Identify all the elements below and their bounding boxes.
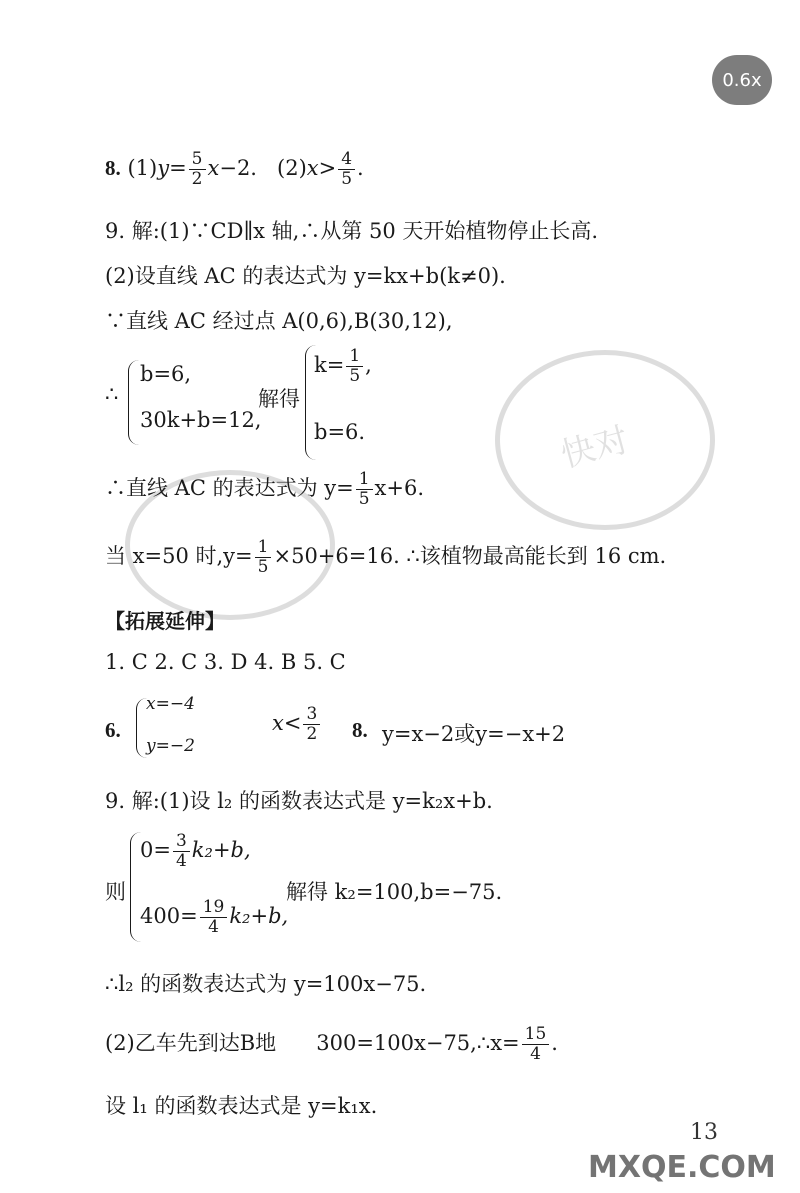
q8-part2-label: (2) (277, 156, 307, 180)
q9-therefore: ∴ (105, 382, 119, 406)
q8-part1-label: (1) (127, 156, 158, 180)
mc-answers: 1. C 2. C 3. D 4. B 5. C (105, 650, 346, 674)
q8-minus: −2. (219, 156, 257, 180)
q8-eq: = (169, 156, 187, 180)
q9-brace-a (128, 360, 139, 445)
q8-gt: > (318, 156, 337, 180)
q6-s1: x=−4 (146, 694, 195, 714)
q9-line2: (2)设直线 AC 的表达式为 y=kx+b(k≠0). (105, 264, 506, 288)
q9b-line4: (2)乙车先到达B地 300=100x−75,∴x= $\frac{15}{4}$ . (105, 1024, 558, 1064)
q6-number: 6. (105, 718, 121, 742)
q9-sys-b2: b=6. (314, 420, 366, 444)
page-number: 13 (690, 1120, 718, 1145)
q9-line6: 当 x=50 时,y= $\frac{1}{5}$ ×50+6=16. ∴该植物最高能长到 16 cm. (105, 537, 667, 577)
q8-frac2: $\frac{4}{5}$ (338, 150, 355, 189)
q8-y: y (157, 156, 170, 180)
q6-s2: y=−2 (146, 736, 195, 756)
q9-line3: ∵直线 AC 经过点 A(0,6),B(30,12), (105, 309, 453, 333)
q9b-line5: 设 l₁ 的函数表达式是 y=k₁x. (105, 1094, 378, 1118)
playback-speed-badge[interactable]: 0.6x (712, 55, 772, 105)
q9b-line1: 9. 解:(1)设 l₂ 的函数表达式是 y=k₂x+b. (105, 789, 493, 813)
stamp-right-text: 快对 (556, 419, 633, 476)
q9-sys-a1: b=6, (140, 362, 192, 386)
section-heading: 【拓展延伸】 (105, 609, 225, 633)
q8-line: 8. (1)y= $\frac{5}{2}$ x−2. (2)x> $\frac{4}{5}$ . (105, 149, 364, 189)
q8-number: 8. (105, 156, 121, 180)
q9-sys-b1: k= $\frac{1}{5}$ , (314, 346, 372, 386)
q9b-line3: ∴l₂ 的函数表达式为 y=100x−75. (105, 972, 427, 996)
q8-x: x (207, 156, 220, 180)
q9b-e1: 0= $\frac{3}{4}$ k₂+b, (140, 831, 251, 871)
q9-line5: ∴直线 AC 的表达式为 y= $\frac{1}{5}$ x+6. (105, 469, 425, 509)
q9-line1: 9. 解:(1)∵CD∥x 轴,∴从第 50 天开始植物停止长高. (105, 219, 599, 243)
q8-frac1: $\frac{5}{2}$ (189, 150, 206, 189)
q9-solve: 解得 (258, 387, 300, 411)
q8b-number: 8. (352, 718, 368, 742)
q8b-answer: y=x−2或y=−x+2 (382, 722, 566, 746)
q9-sys-a2: 30k+b=12, (140, 408, 262, 432)
q7-answer: x< $\frac{3}{2}$ (272, 705, 322, 744)
q9b-e2: 400= $\frac{19}{4}$ k₂+b, (140, 897, 289, 937)
q9b-solve: 解得 k₂=100,b=−75. (286, 880, 503, 904)
watermark-logo: MXQE.COM (588, 1150, 776, 1185)
q9b-then: 则 (105, 880, 126, 904)
